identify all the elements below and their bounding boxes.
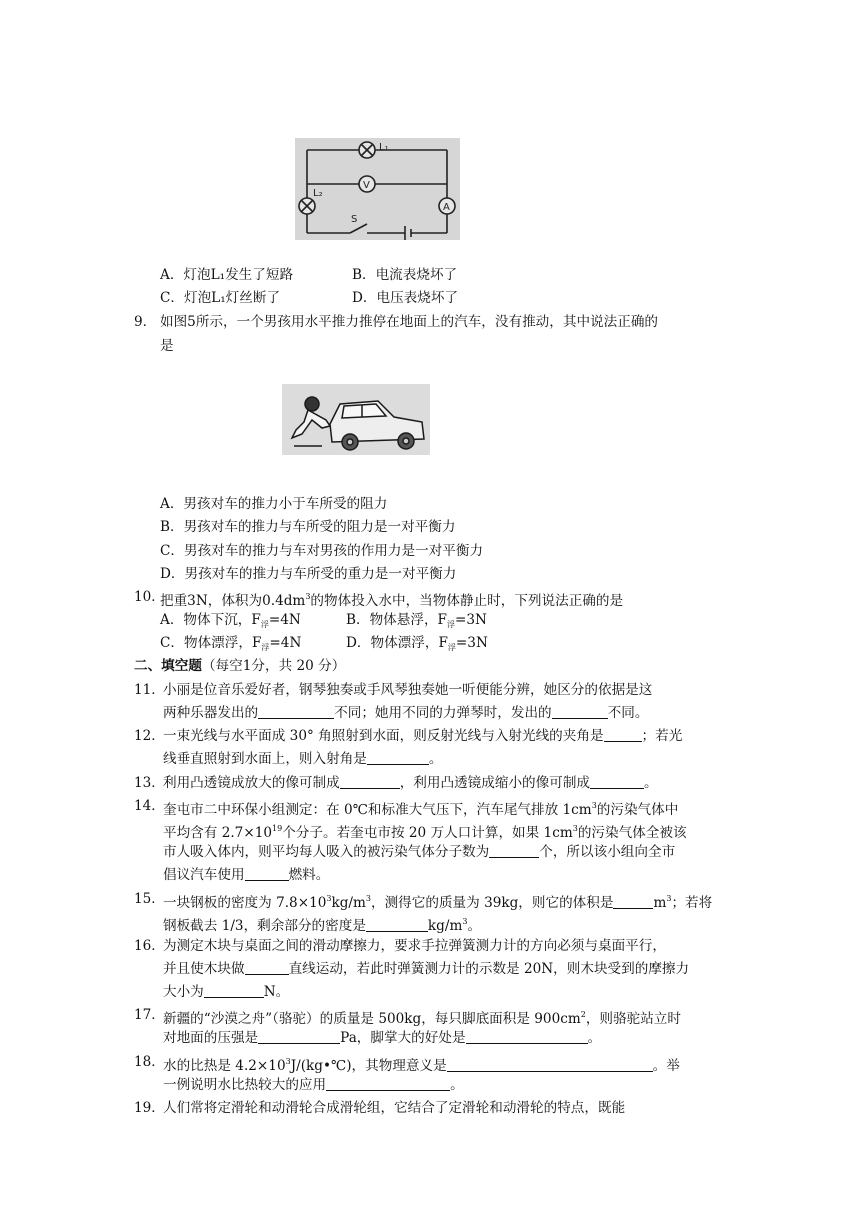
q19-number: 19．: [134, 1100, 165, 1116]
q14-line1: [163, 796, 678, 820]
q13-blank-1[interactable]: [340, 774, 400, 789]
circuit-label-l2: L₂: [313, 188, 323, 199]
section2-note: （每空1分，共 20 分）: [201, 658, 346, 674]
q16-l2a: 并且使木块做: [163, 961, 245, 977]
q12-line1: [163, 726, 682, 746]
q18-l1a: 水的比热是 4.2×10: [163, 1058, 286, 1074]
boy-pushing-car-illustration-icon: [282, 384, 430, 455]
q15-line2: [163, 912, 481, 936]
q15-l1b: kg/m: [331, 895, 366, 911]
q11-blank-2[interactable]: [552, 704, 608, 719]
q10-b-val: =3N: [454, 612, 487, 628]
q14-l1a: 奎屯市二中环保小组测定：在 0℃和标准大气压下，汽车尾气排放 1cm: [163, 802, 592, 818]
q11-l2a: 两种乐器发出的: [163, 705, 259, 721]
q14-line2: [163, 819, 687, 843]
circuit-label-s: S: [351, 214, 358, 225]
q12-blank-2[interactable]: [367, 750, 429, 765]
q17-blank-1[interactable]: [258, 1029, 340, 1044]
q8-option-a: A．灯泡L₁发生了短路: [160, 267, 294, 283]
q18-l1b: J/(kg•℃)，其物理意义是: [290, 1058, 447, 1074]
q10-option-c: [160, 633, 301, 658]
q10-option-a: [160, 610, 301, 635]
q16-line3: [163, 982, 289, 1002]
circuit-diagram-icon: [295, 138, 460, 240]
q8-option-b: B．电流表烧坏了: [352, 267, 458, 283]
q12-l1a: 一束光线与水平面成 30° 角照射到水面，则反射光线与入射光线的夹角是: [163, 728, 604, 744]
q15-l2c: 。: [467, 918, 482, 934]
q13-line1: [163, 773, 658, 793]
q18-blank-2[interactable]: [326, 1076, 450, 1091]
q17-l2b: Pa，脚掌大的好处是: [340, 1030, 466, 1046]
q18-line1: [163, 1052, 680, 1076]
q15-l1sup2: 3: [365, 894, 371, 903]
q11-l2c: 不同。: [607, 705, 649, 721]
q14-l2a: 平均含有 2.7×10: [163, 825, 273, 841]
q18-number: 18．: [134, 1054, 165, 1070]
car-figure: [282, 384, 430, 455]
q10-d-sub: 浮: [447, 643, 456, 652]
q10-a-text: A．物体下沉，F: [160, 612, 261, 628]
q14-l3a: 市人吸入体内，则平均每人吸入的被污染气体分子数为: [163, 844, 490, 860]
circuit-label-l1: L₁: [379, 142, 389, 153]
q14-l2c: 的污染气体全被该: [577, 825, 687, 841]
q13-a: 利用凸透镜成放大的像可制成: [163, 775, 340, 791]
q15-number: 15．: [134, 891, 165, 907]
q17-l1b: ，则骆驼站立时: [585, 1011, 681, 1027]
q16-line2: [163, 959, 689, 979]
q16-l3a: 大小为: [163, 984, 204, 1000]
q17-l1a: 新疆的“沙漠之舟”（骆驼）的质量是 500kg，每只脚底面积是 900cm: [163, 1011, 581, 1027]
q17-blank-2[interactable]: [466, 1029, 588, 1044]
q17-line2: [163, 1028, 601, 1048]
q13-b: ，利用凸透镜成缩小的像可制成: [399, 775, 591, 791]
q14-number: 14．: [134, 798, 165, 814]
q10-a-val: =4N: [268, 612, 301, 628]
q14-l1sup: 3: [591, 801, 597, 810]
q11-l2b: 不同；她用不同的力弹琴时，发出的: [334, 705, 552, 721]
q10-number: 10．: [134, 589, 165, 605]
q16-l3b: N。: [263, 984, 290, 1000]
q9-option-d: D．男孩对车的推力与车所受的重力是一对平衡力: [160, 566, 457, 582]
q15-l1sup: 3: [326, 894, 332, 903]
q17-number: 17．: [134, 1007, 165, 1023]
q9-option-a: A．男孩对车的推力小于车所受的阻力: [160, 496, 388, 512]
q15-l1e: ；若将: [671, 895, 713, 911]
q15-line1: [163, 889, 712, 913]
q14-l4b: 燃料。: [288, 867, 330, 883]
q12-blank-1[interactable]: [604, 727, 642, 742]
q14-line4: [163, 865, 329, 885]
q10-stem-b: 的物体投入水中，当物体静止时，下列说法正确的是: [310, 593, 624, 609]
q19-line1: 人们常将定滑轮和动滑轮合成滑轮组，它结合了定滑轮和动滑轮的特点，既能: [163, 1100, 626, 1116]
q10-d-text: D．物体漂浮，F: [346, 635, 448, 651]
q14-l1b: 的污染气体中: [596, 802, 679, 818]
q18-l2a: 一例说明水比热较大的应用: [163, 1077, 327, 1093]
q16-number: 16．: [134, 938, 165, 954]
q10-d-val: =3N: [455, 635, 488, 651]
q14-l4a: 倡议汽车使用: [163, 867, 245, 883]
q14-blank-2[interactable]: [245, 866, 289, 881]
q10-c-sub: 浮: [261, 643, 270, 652]
q13-c: 。: [644, 775, 658, 791]
q17-line1: [163, 1005, 681, 1029]
q9-stem-line1: 如图5所示，一个男孩用水平推力推停在地面上的汽车，没有推动，其中说法正确的: [160, 314, 659, 330]
q13-number: 13．: [134, 775, 165, 791]
q12-l1b: ；若光: [641, 728, 683, 744]
q18-l1c: 。举: [652, 1058, 680, 1074]
q16-blank-2[interactable]: [204, 983, 264, 998]
section2-title: 二、填空题: [134, 658, 202, 674]
q11-line2: [163, 703, 648, 723]
q17-l2c: 。: [587, 1030, 602, 1046]
q14-l3b: 个，所以该小组向全市: [539, 844, 676, 860]
q11-line1: 小丽是位音乐爱好者，钢琴独奏或手风琴独奏她一听便能分辨，她区分的依据是这: [163, 682, 653, 698]
q17-l1sup: 2: [580, 1010, 586, 1019]
q9-number: 9．: [134, 314, 157, 330]
q10-c-val: =4N: [269, 635, 302, 651]
q12-l2a: 线垂直照射到水面上，则入射角是: [163, 751, 367, 767]
q15-l1c: ，测得它的质量为 39kg，则它的体积是: [371, 895, 614, 911]
q8-option-d: D．电压表烧坏了: [352, 290, 459, 306]
circuit-figure: [295, 138, 460, 240]
q18-l2b: 。: [450, 1077, 464, 1093]
q15-l2sup: 3: [462, 917, 468, 926]
q18-blank-1[interactable]: [447, 1057, 653, 1072]
circuit-label-a: A: [443, 202, 450, 213]
q10-c-text: C．物体漂浮，F: [160, 635, 262, 651]
q14-l2b: 个分子。若奎屯市按 20 万人口计算，如果 1cm: [282, 825, 573, 841]
section2-heading: [134, 656, 345, 676]
q18-line2: [163, 1075, 464, 1095]
q18-l1sup: 3: [285, 1057, 291, 1066]
q11-blank-1[interactable]: [258, 704, 334, 719]
q10-stem-a: 把重3N，体积为0.4dm: [160, 593, 306, 609]
q11-number: 11．: [134, 682, 165, 698]
q14-l2sup2: 3: [572, 824, 578, 833]
q10-stem-sup: 3: [305, 592, 311, 601]
q15-blank-1[interactable]: [613, 894, 653, 909]
q13-blank-2[interactable]: [590, 774, 644, 789]
q12-number: 12．: [134, 728, 165, 744]
q15-l2b: kg/m: [427, 918, 463, 934]
q15-l1a: 一块钢板的密度为 7.8×10: [163, 895, 327, 911]
q14-line3: [163, 842, 675, 862]
q16-line1: 为测定木块与桌面之间的滑动摩擦力，要求手拉弹簧测力计的方向必须与桌面平行，: [163, 938, 666, 954]
q15-l2a: 钢板截去 1/3，剩余部分的密度是: [163, 918, 366, 934]
q10-a-sub: 浮: [260, 620, 269, 629]
q10-option-d: [346, 633, 488, 658]
q9-option-c: C．男孩对车的推力与车对男孩的作用力是一对平衡力: [160, 543, 484, 559]
q10-b-text: B．物体悬浮，F: [346, 612, 447, 628]
q10-stem: [160, 587, 623, 611]
q14-l2sup: 19: [272, 824, 283, 833]
q17-l2a: 对地面的压强是: [163, 1030, 259, 1046]
q9-option-b: B．男孩对车的推力与车所受的阻力是一对平衡力: [160, 519, 456, 535]
q12-l2b: 。: [428, 751, 443, 767]
q15-l1d: m: [653, 895, 667, 911]
q12-line2: [163, 749, 443, 769]
q15-l1sup3: 3: [666, 894, 672, 903]
q15-blank-2[interactable]: [366, 917, 428, 932]
q10-option-b: [346, 610, 487, 635]
q9-stem-line2: 是: [160, 338, 174, 354]
q8-option-c: C．灯泡L₁灯丝断了: [160, 290, 281, 306]
q10-b-sub: 浮: [446, 620, 455, 629]
circuit-label-v: V: [363, 180, 370, 191]
q14-blank-1[interactable]: [489, 843, 539, 858]
q16-blank-1[interactable]: [245, 960, 289, 975]
q16-l2b: 直线运动，若此时弹簧测力计的示数是 20N，则木块受到的摩擦力: [288, 961, 690, 977]
